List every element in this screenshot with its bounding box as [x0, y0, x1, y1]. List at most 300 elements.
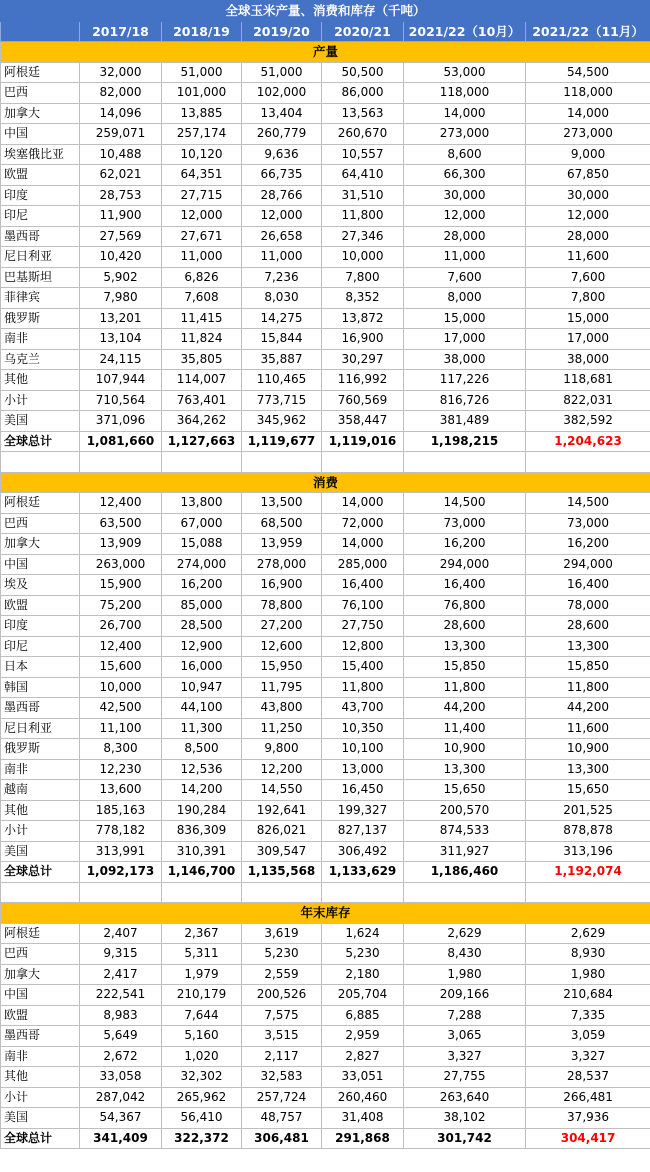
table-cell: 265,962 [162, 1087, 242, 1108]
table-cell: 306,492 [322, 841, 404, 862]
table-cell: 11,800 [404, 677, 526, 698]
row-label: 其他 [1, 1067, 80, 1088]
table-cell: 75,200 [80, 595, 162, 616]
table-cell: 5,649 [80, 1026, 162, 1047]
empty-cell [80, 452, 162, 473]
table-row [1, 575, 650, 596]
row-label: 加拿大 [1, 103, 80, 124]
table-cell: 15,850 [404, 657, 526, 678]
table-cell: 7,800 [526, 288, 650, 309]
table-cell: 210,179 [162, 985, 242, 1006]
table-cell: 257,724 [242, 1087, 322, 1108]
table-cell: 13,300 [526, 636, 650, 657]
table-row [1, 493, 650, 514]
table-cell: 257,174 [162, 124, 242, 145]
table-row [1, 554, 650, 575]
table-cell: 304,417 [526, 1128, 650, 1149]
table-cell: 8,000 [404, 288, 526, 309]
table-row [1, 534, 650, 555]
row-label: 小计 [1, 821, 80, 842]
table-row [1, 165, 650, 186]
table-cell: 66,300 [404, 165, 526, 186]
table-cell: 8,300 [80, 739, 162, 760]
table-cell: 14,000 [322, 534, 404, 555]
table-row [1, 1005, 650, 1026]
table-cell: 2,559 [242, 964, 322, 985]
row-label: 墨西哥 [1, 226, 80, 247]
table-row [1, 206, 650, 227]
title-row [1, 1, 650, 22]
total-row [1, 1128, 650, 1149]
table-cell: 2,407 [80, 923, 162, 944]
empty-cell [404, 452, 526, 473]
row-label: 加拿大 [1, 534, 80, 555]
table-cell: 2,672 [80, 1046, 162, 1067]
table-cell: 10,900 [404, 739, 526, 760]
row-label: 南非 [1, 329, 80, 350]
table-cell: 28,537 [526, 1067, 650, 1088]
row-label: 欧盟 [1, 165, 80, 186]
table-cell: 31,408 [322, 1108, 404, 1129]
table-cell: 11,250 [242, 718, 322, 739]
table-cell: 43,800 [242, 698, 322, 719]
table-cell: 826,021 [242, 821, 322, 842]
table-cell: 3,065 [404, 1026, 526, 1047]
table-cell: 118,000 [526, 83, 650, 104]
table-cell: 301,742 [404, 1128, 526, 1149]
empty-cell [322, 452, 404, 473]
table-cell: 13,500 [242, 493, 322, 514]
table-cell: 51,000 [242, 62, 322, 83]
row-label: 越南 [1, 780, 80, 801]
table-cell: 294,000 [526, 554, 650, 575]
table-cell: 15,850 [526, 657, 650, 678]
table-row [1, 718, 650, 739]
row-label: 埃塞俄比亚 [1, 144, 80, 165]
table-row [1, 677, 650, 698]
table-row [1, 308, 650, 329]
table-row [1, 759, 650, 780]
table-cell: 28,500 [162, 616, 242, 637]
table-cell: 190,284 [162, 800, 242, 821]
table-cell: 294,000 [404, 554, 526, 575]
table-cell: 14,275 [242, 308, 322, 329]
table-cell: 291,868 [322, 1128, 404, 1149]
table-cell: 30,000 [404, 185, 526, 206]
table-cell: 13,885 [162, 103, 242, 124]
table-cell: 7,600 [526, 267, 650, 288]
table-cell: 8,600 [404, 144, 526, 165]
table-cell: 35,887 [242, 349, 322, 370]
table-cell: 16,400 [322, 575, 404, 596]
table-row [1, 985, 650, 1006]
table-cell: 13,872 [322, 308, 404, 329]
table-cell: 43,700 [322, 698, 404, 719]
table-cell: 222,541 [80, 985, 162, 1006]
table-cell: 14,096 [80, 103, 162, 124]
table-cell: 78,000 [526, 595, 650, 616]
table-cell: 28,000 [404, 226, 526, 247]
spacer-row [1, 882, 650, 903]
row-label: 全球总计 [1, 1128, 80, 1149]
table-cell: 1,204,623 [526, 431, 650, 452]
table-cell: 86,000 [322, 83, 404, 104]
table-cell: 32,583 [242, 1067, 322, 1088]
row-label: 巴西 [1, 83, 80, 104]
row-label: 欧盟 [1, 1005, 80, 1026]
table-row [1, 821, 650, 842]
table-cell: 3,515 [242, 1026, 322, 1047]
row-label: 俄罗斯 [1, 739, 80, 760]
empty-cell [80, 882, 162, 903]
table-cell: 13,959 [242, 534, 322, 555]
table-cell: 7,335 [526, 1005, 650, 1026]
table-cell: 78,800 [242, 595, 322, 616]
table-cell: 260,670 [322, 124, 404, 145]
table-cell: 68,500 [242, 513, 322, 534]
table-cell: 54,367 [80, 1108, 162, 1129]
table-cell: 2,117 [242, 1046, 322, 1067]
table-row [1, 1026, 650, 1047]
table-cell: 2,367 [162, 923, 242, 944]
table-cell: 12,400 [80, 493, 162, 514]
table-cell: 8,983 [80, 1005, 162, 1026]
table-cell: 9,315 [80, 944, 162, 965]
table-cell: 13,909 [80, 534, 162, 555]
table-cell: 1,081,660 [80, 431, 162, 452]
table-row [1, 62, 650, 83]
table-cell: 210,684 [526, 985, 650, 1006]
table-cell: 12,000 [242, 206, 322, 227]
table-cell: 773,715 [242, 390, 322, 411]
table-row [1, 636, 650, 657]
table-cell: 85,000 [162, 595, 242, 616]
table-cell: 67,000 [162, 513, 242, 534]
table-cell: 13,104 [80, 329, 162, 350]
row-label: 欧盟 [1, 595, 80, 616]
table-row [1, 923, 650, 944]
table-cell: 12,900 [162, 636, 242, 657]
table-cell: 2,827 [322, 1046, 404, 1067]
table-cell: 2,417 [80, 964, 162, 985]
table-cell: 1,135,568 [242, 862, 322, 883]
empty-cell [1, 882, 80, 903]
table-cell: 13,000 [322, 759, 404, 780]
table-cell: 13,201 [80, 308, 162, 329]
table-cell: 273,000 [526, 124, 650, 145]
table-row [1, 83, 650, 104]
table-cell: 11,600 [526, 247, 650, 268]
table-cell: 28,600 [526, 616, 650, 637]
table-cell: 14,200 [162, 780, 242, 801]
table-cell: 117,226 [404, 370, 526, 391]
table-cell: 48,757 [242, 1108, 322, 1129]
table-cell: 710,564 [80, 390, 162, 411]
table-cell: 209,166 [404, 985, 526, 1006]
table-cell: 263,000 [80, 554, 162, 575]
table-cell: 874,533 [404, 821, 526, 842]
table-cell: 1,980 [404, 964, 526, 985]
table-title: 全球玉米产量、消费和库存（千吨） [1, 1, 650, 22]
table-cell: 101,000 [162, 83, 242, 104]
table-cell: 1,146,700 [162, 862, 242, 883]
table-cell: 10,000 [322, 247, 404, 268]
section-header-row [1, 903, 650, 924]
table-cell: 1,020 [162, 1046, 242, 1067]
table-cell: 64,410 [322, 165, 404, 186]
table-cell: 15,844 [242, 329, 322, 350]
row-label: 美国 [1, 1108, 80, 1129]
table-cell: 778,182 [80, 821, 162, 842]
table-row [1, 226, 650, 247]
table-cell: 273,000 [404, 124, 526, 145]
table-cell: 28,600 [404, 616, 526, 637]
table-cell: 266,481 [526, 1087, 650, 1108]
row-label: 中国 [1, 554, 80, 575]
table-cell: 6,885 [322, 1005, 404, 1026]
section-title: 消费 [1, 472, 650, 493]
table-cell: 1,127,663 [162, 431, 242, 452]
table-cell: 12,600 [242, 636, 322, 657]
table-row [1, 1046, 650, 1067]
table-cell: 24,115 [80, 349, 162, 370]
table-cell: 382,592 [526, 411, 650, 432]
table-row [1, 349, 650, 370]
table-cell: 15,000 [526, 308, 650, 329]
table-cell: 66,735 [242, 165, 322, 186]
table-cell: 12,536 [162, 759, 242, 780]
table-row [1, 964, 650, 985]
table-cell: 107,944 [80, 370, 162, 391]
empty-cell [242, 452, 322, 473]
column-header: 2019/20 [242, 21, 322, 42]
table-cell: 42,500 [80, 698, 162, 719]
table-cell: 358,447 [322, 411, 404, 432]
row-label: 印度 [1, 185, 80, 206]
table-cell: 102,000 [242, 83, 322, 104]
table-cell: 73,000 [404, 513, 526, 534]
table-cell: 3,619 [242, 923, 322, 944]
table-row [1, 841, 650, 862]
table-cell: 2,629 [526, 923, 650, 944]
table-cell: 12,200 [242, 759, 322, 780]
row-label: 韩国 [1, 677, 80, 698]
table-cell: 28,766 [242, 185, 322, 206]
table-row [1, 657, 650, 678]
table-cell: 11,100 [80, 718, 162, 739]
table-cell: 76,100 [322, 595, 404, 616]
section-header-row [1, 472, 650, 493]
table-cell: 381,489 [404, 411, 526, 432]
table-cell: 44,200 [404, 698, 526, 719]
table-cell: 5,902 [80, 267, 162, 288]
row-label: 中国 [1, 985, 80, 1006]
table-cell: 7,608 [162, 288, 242, 309]
table-cell: 2,629 [404, 923, 526, 944]
table-cell: 10,557 [322, 144, 404, 165]
table-row [1, 1108, 650, 1129]
table-cell: 14,000 [526, 103, 650, 124]
column-header: 2018/19 [162, 21, 242, 42]
table-cell: 7,980 [80, 288, 162, 309]
table-cell: 38,000 [404, 349, 526, 370]
table-cell: 822,031 [526, 390, 650, 411]
table-cell: 14,000 [404, 103, 526, 124]
row-label: 俄罗斯 [1, 308, 80, 329]
table-row [1, 513, 650, 534]
header-row [1, 21, 650, 42]
table-cell: 345,962 [242, 411, 322, 432]
table-cell: 32,000 [80, 62, 162, 83]
table-cell: 836,309 [162, 821, 242, 842]
table-cell: 7,644 [162, 1005, 242, 1026]
table-cell: 878,878 [526, 821, 650, 842]
table-cell: 341,409 [80, 1128, 162, 1149]
table-body [1, 42, 650, 1149]
table-cell: 27,200 [242, 616, 322, 637]
column-header: 2021/22（10月） [404, 21, 526, 42]
table-row [1, 329, 650, 350]
table-cell: 33,051 [322, 1067, 404, 1088]
table-cell: 1,133,629 [322, 862, 404, 883]
table-cell: 10,000 [80, 677, 162, 698]
table-cell: 13,563 [322, 103, 404, 124]
row-label: 菲律宾 [1, 288, 80, 309]
total-row [1, 862, 650, 883]
table-cell: 13,800 [162, 493, 242, 514]
table-cell: 12,000 [526, 206, 650, 227]
table-row [1, 124, 650, 145]
table-row [1, 103, 650, 124]
table-cell: 7,600 [404, 267, 526, 288]
table-cell: 3,059 [526, 1026, 650, 1047]
row-label: 阿根廷 [1, 493, 80, 514]
row-label: 尼日利亚 [1, 718, 80, 739]
table-cell: 11,000 [404, 247, 526, 268]
table-cell: 15,900 [80, 575, 162, 596]
table-row [1, 616, 650, 637]
table-cell: 7,800 [322, 267, 404, 288]
table-cell: 13,300 [404, 759, 526, 780]
row-label: 巴西 [1, 944, 80, 965]
table-cell: 199,327 [322, 800, 404, 821]
table-cell: 1,186,460 [404, 862, 526, 883]
table-cell: 7,236 [242, 267, 322, 288]
table-cell: 15,650 [404, 780, 526, 801]
table-cell: 37,936 [526, 1108, 650, 1129]
table-row [1, 944, 650, 965]
table-cell: 309,547 [242, 841, 322, 862]
table-cell: 9,000 [526, 144, 650, 165]
spacer-row [1, 452, 650, 473]
row-label: 阿根廷 [1, 923, 80, 944]
table-cell: 15,600 [80, 657, 162, 678]
table-row [1, 411, 650, 432]
table-cell: 11,300 [162, 718, 242, 739]
empty-cell [162, 452, 242, 473]
row-label: 印度 [1, 616, 80, 637]
table-cell: 3,327 [404, 1046, 526, 1067]
table-cell: 31,510 [322, 185, 404, 206]
table-cell: 10,350 [322, 718, 404, 739]
table-cell: 7,288 [404, 1005, 526, 1026]
empty-cell [404, 882, 526, 903]
table-cell: 760,569 [322, 390, 404, 411]
table-cell: 3,327 [526, 1046, 650, 1067]
section-title: 产量 [1, 42, 650, 63]
table-cell: 44,200 [526, 698, 650, 719]
table-cell: 11,600 [526, 718, 650, 739]
table-cell: 260,460 [322, 1087, 404, 1108]
table-cell: 12,230 [80, 759, 162, 780]
table-cell: 8,030 [242, 288, 322, 309]
table-cell: 11,900 [80, 206, 162, 227]
table-cell: 7,575 [242, 1005, 322, 1026]
table-cell: 371,096 [80, 411, 162, 432]
table-cell: 185,163 [80, 800, 162, 821]
table-cell: 17,000 [404, 329, 526, 350]
row-label: 日本 [1, 657, 80, 678]
table-cell: 364,262 [162, 411, 242, 432]
table-cell: 73,000 [526, 513, 650, 534]
table-row [1, 698, 650, 719]
table-cell: 11,824 [162, 329, 242, 350]
table-cell: 11,000 [162, 247, 242, 268]
table-cell: 1,192,074 [526, 862, 650, 883]
table-cell: 5,230 [242, 944, 322, 965]
table-cell: 10,900 [526, 739, 650, 760]
table-cell: 14,000 [322, 493, 404, 514]
table-cell: 32,302 [162, 1067, 242, 1088]
row-label: 巴基斯坦 [1, 267, 80, 288]
row-label: 美国 [1, 841, 80, 862]
table-cell: 11,400 [404, 718, 526, 739]
row-label: 墨西哥 [1, 1026, 80, 1047]
row-label: 小计 [1, 390, 80, 411]
section-title: 年末库存 [1, 903, 650, 924]
table-cell: 278,000 [242, 554, 322, 575]
table-cell: 1,119,677 [242, 431, 322, 452]
table-cell: 263,640 [404, 1087, 526, 1108]
column-header: 2021/22（11月） [526, 21, 650, 42]
table-cell: 274,000 [162, 554, 242, 575]
table-cell: 10,100 [322, 739, 404, 760]
table-cell: 14,500 [404, 493, 526, 514]
table-cell: 285,000 [322, 554, 404, 575]
table-cell: 1,624 [322, 923, 404, 944]
table-cell: 322,372 [162, 1128, 242, 1149]
table-row [1, 595, 650, 616]
empty-cell [242, 882, 322, 903]
empty-cell [1, 452, 80, 473]
empty-cell [526, 882, 650, 903]
table-cell: 11,795 [242, 677, 322, 698]
table-cell: 28,753 [80, 185, 162, 206]
table-cell: 200,526 [242, 985, 322, 1006]
table-cell: 10,120 [162, 144, 242, 165]
table-cell: 51,000 [162, 62, 242, 83]
table-cell: 8,352 [322, 288, 404, 309]
row-label: 其他 [1, 800, 80, 821]
table-cell: 313,196 [526, 841, 650, 862]
table-cell: 27,715 [162, 185, 242, 206]
table-cell: 12,400 [80, 636, 162, 657]
table-cell: 2,180 [322, 964, 404, 985]
table-cell: 192,641 [242, 800, 322, 821]
table-cell: 27,671 [162, 226, 242, 247]
row-label: 小计 [1, 1087, 80, 1108]
row-label: 印尼 [1, 206, 80, 227]
